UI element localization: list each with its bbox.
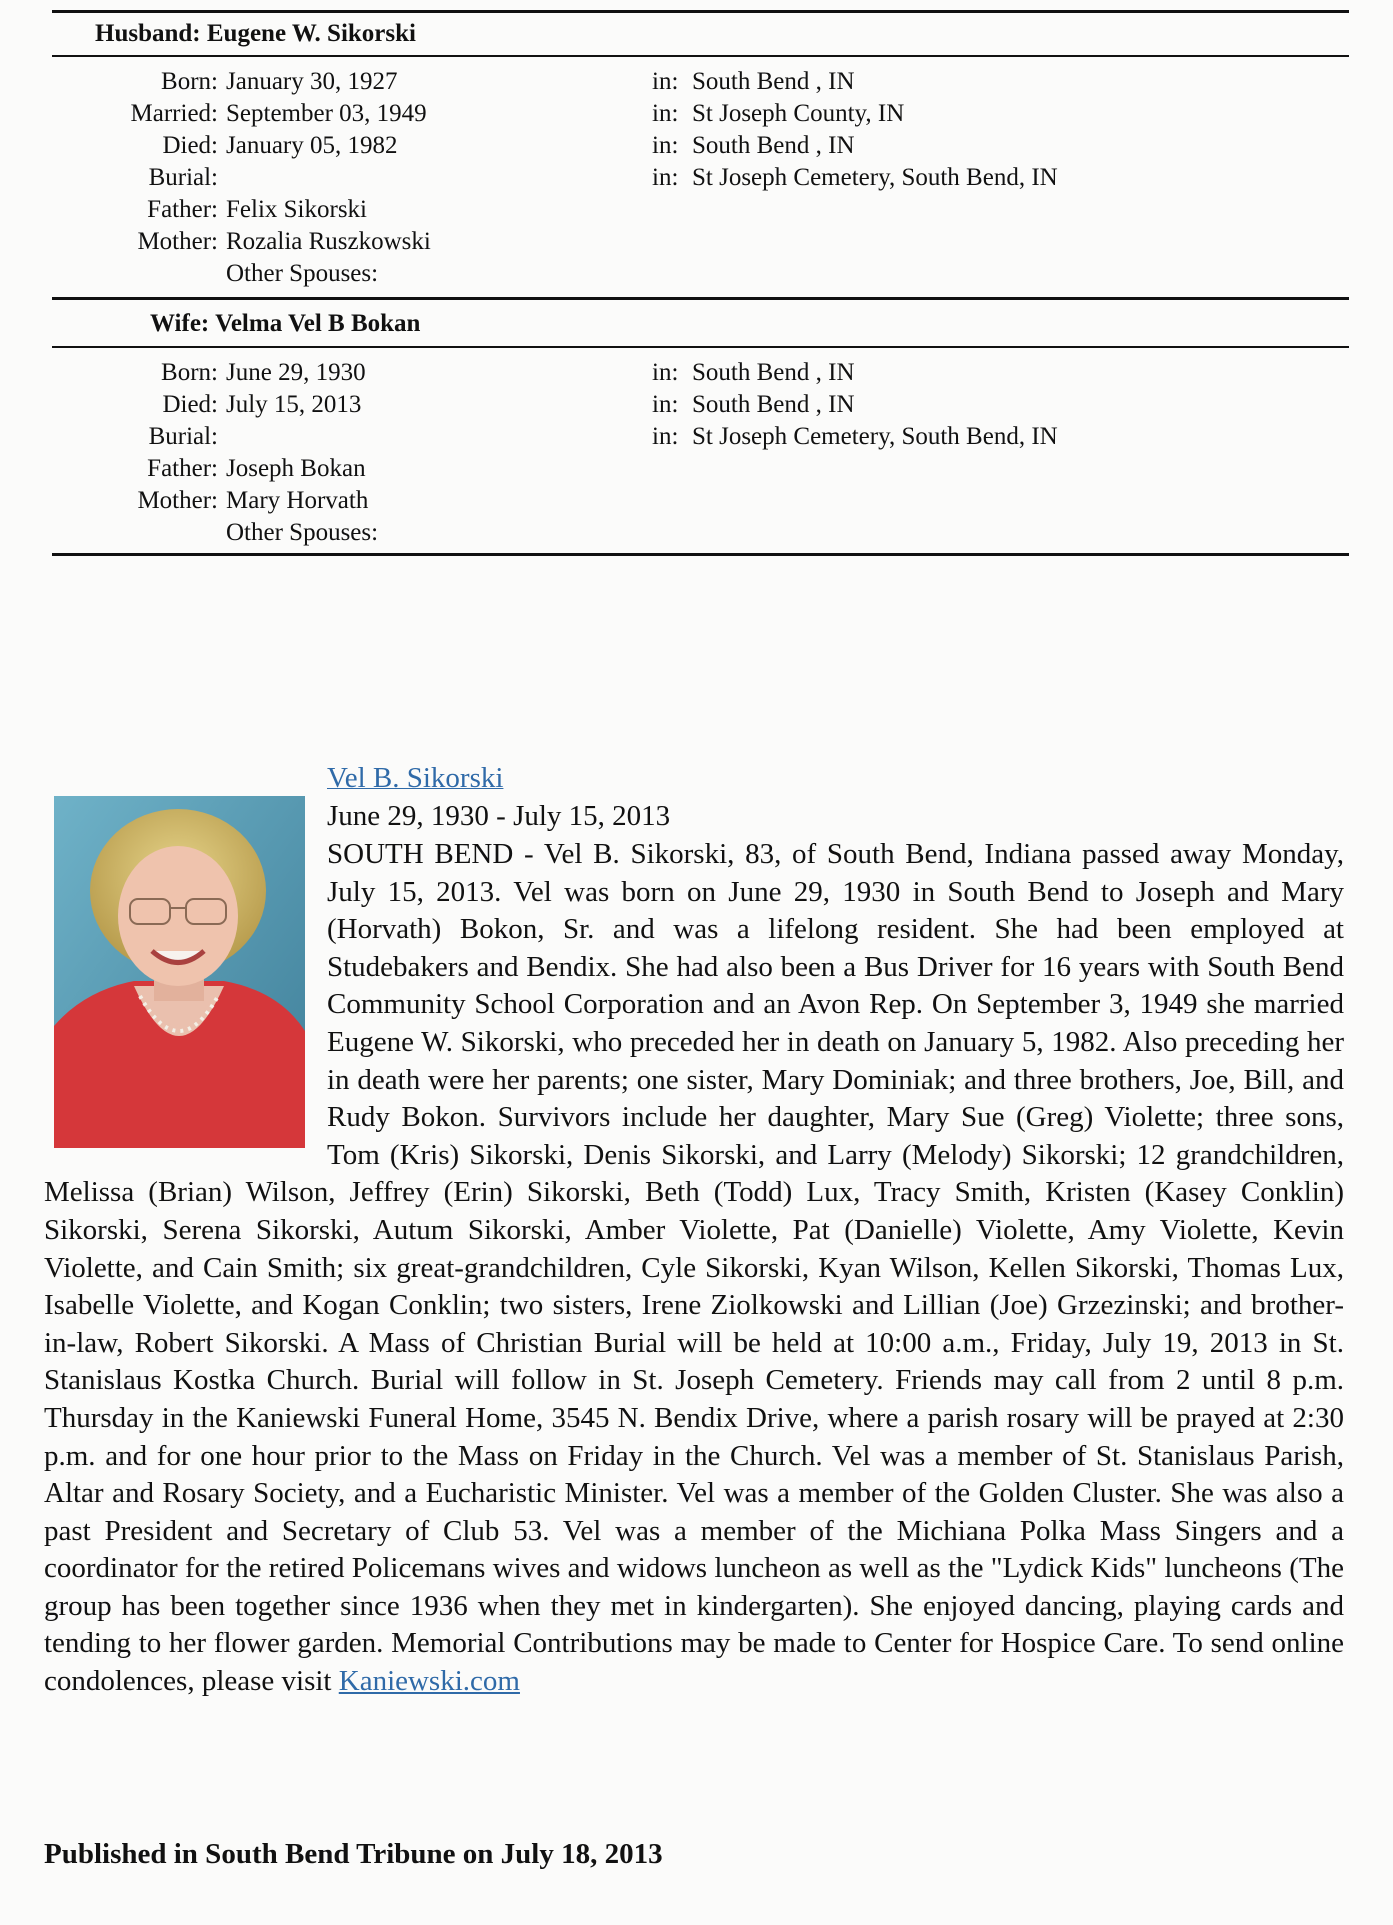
row-in-label: in: (652, 359, 679, 386)
row-value: Mary Horvath (226, 487, 369, 514)
row-place: South Bend , IN (692, 359, 855, 386)
top-rule (52, 10, 1349, 13)
row-label: Burial: (148, 164, 218, 191)
bottom-rule (52, 553, 1349, 556)
row-value: July 15, 2013 (226, 391, 362, 418)
obituary-name-link[interactable]: Vel B. Sikorski (327, 762, 504, 794)
row-in-label: in: (652, 132, 679, 159)
photo-spacer (44, 836, 327, 1163)
row-value: Rozalia Ruszkowski (226, 228, 431, 255)
row-value: June 29, 1930 (226, 359, 366, 386)
row-value: January 30, 1927 (226, 68, 398, 95)
row-value: Other Spouses: (226, 519, 379, 546)
row-label: Born: (161, 68, 218, 95)
husband-header (95, 20, 416, 48)
husband-header-rule (52, 55, 1349, 57)
obituary-text: SOUTH BEND - Vel B. Sikorski, 83, of South Bend, Indiana passed away Monday, July 15, 2013. Vel was born on June 29, 1930 in South Bend to Joseph and Mary (Horvath) Bokon, Sr. and was a lifelong resident. She had been employed at Studebakers and Bendix. She had also been a Bus Driver for 16 years with South Bend Community School Corporation and an Avon Rep. On September 3, 1949 she married Eugene W. Sikorski, who preceded her in death on January 5, 1982. Also preceding her in death were her parents; one sister, Mary Dominiak; and three brothers, Joe, Bill, and Rudy Bokon. Survivors include her daughter, Mary Sue (Greg) Violette; three sons, Tom (Kris) Sikorski, Denis Sikorski, and Larry (Melody) Sikorski; 12 grandchildren, Melissa (Brian) Wilson, Jeffrey (Erin) Sikorski, Beth (Todd) Lux, Tracy Smith, Kristen (Kasey Conklin) Sikorski, Serena Sikorski, Autum Sikorski, Amber Violette, Pat (Danielle) Violette, Amy Violette, Kevin Violette, and Cain Smith; six great-grandchildren, Cyle Sikorski, Kyan Wilson, Kellen Sikorski, Thomas Lux, Isabelle Violette, and Kogan Conklin; two sisters, Irene Ziolkowski and Lillian (Joe) Grzezinski; and brother-in-law, Robert Sikorski. A Mass of Christian Burial will be held at 10:00 a.m., Friday, July 19, 2013 in St. Stanislaus Kostka Church. Burial will follow in St. Joseph Cemetery. Friends may call from 2 until 8 p.m. Thursday in the Kaniewski Funeral Home, 3545 N. Bendix Drive, where a parish rosary will be prayed at 2:30 p.m. and for one hour prior to the Mass on Friday in the Church. Vel was a member of St. Stanislaus Parish, Altar and Rosary Society, and a Eucharistic Minister. Vel was a member of the Golden Cluster. She was also a past President and Secretary of Club 53. Vel was a member of the Michiana Polka Mass Singers and a coordinator for the retired Policemans wives and widows luncheon as well as the "Lydick Kids" luncheons (The group has been together since 1936 when they met in kindergarten). She enjoyed dancing, playing cards and tending to her flower garden. Memorial Contributions may be made to Center for Hospice Care. To send online condolences, please visit (44, 838, 1344, 1698)
row-in-label: in: (652, 164, 679, 191)
row-in-label: in: (652, 391, 679, 418)
row-label: Died: (162, 132, 218, 159)
row-place: St Joseph County, IN (692, 100, 905, 127)
obituary-body (44, 836, 1344, 1701)
wife-header-label: Wife: (150, 310, 210, 337)
row-place: St Joseph Cemetery, South Bend, IN (692, 423, 1058, 450)
row-label: Married: (130, 100, 218, 127)
husband-header-label: Husband: (95, 20, 201, 47)
condolence-link[interactable]: Kaniewski.com (338, 1665, 520, 1698)
row-place: South Bend , IN (692, 391, 855, 418)
row-place: St Joseph Cemetery, South Bend, IN (692, 164, 1058, 191)
husband-name: Eugene W. Sikorski (206, 20, 416, 47)
row-place: South Bend , IN (692, 132, 855, 159)
wife-header-rule (52, 346, 1349, 348)
obituary-dates: June 29, 1930 - July 15, 2013 (327, 800, 671, 832)
row-label: Burial: (148, 423, 218, 450)
row-label: Died: (162, 391, 218, 418)
published-note: Published in South Bend Tribune on July 18, 2013 (44, 1838, 663, 1870)
wife-header (150, 310, 420, 338)
row-in-label: in: (652, 423, 679, 450)
row-value: Joseph Bokan (226, 455, 366, 482)
row-value: September 03, 1949 (226, 100, 427, 127)
row-in-label: in: (652, 68, 679, 95)
row-label: Born: (161, 359, 218, 386)
row-value: Felix Sikorski (226, 196, 367, 223)
row-label: Mother: (137, 487, 218, 514)
row-place: South Bend , IN (692, 68, 855, 95)
row-label: Father: (147, 455, 218, 482)
row-value: Other Spouses: (226, 260, 379, 287)
row-in-label: in: (652, 100, 679, 127)
row-label: Father: (147, 196, 218, 223)
wife-name: Velma Vel B Bokan (215, 310, 421, 337)
row-label: Mother: (137, 228, 218, 255)
row-value: January 05, 1982 (226, 132, 398, 159)
wife-top-rule (52, 297, 1349, 300)
